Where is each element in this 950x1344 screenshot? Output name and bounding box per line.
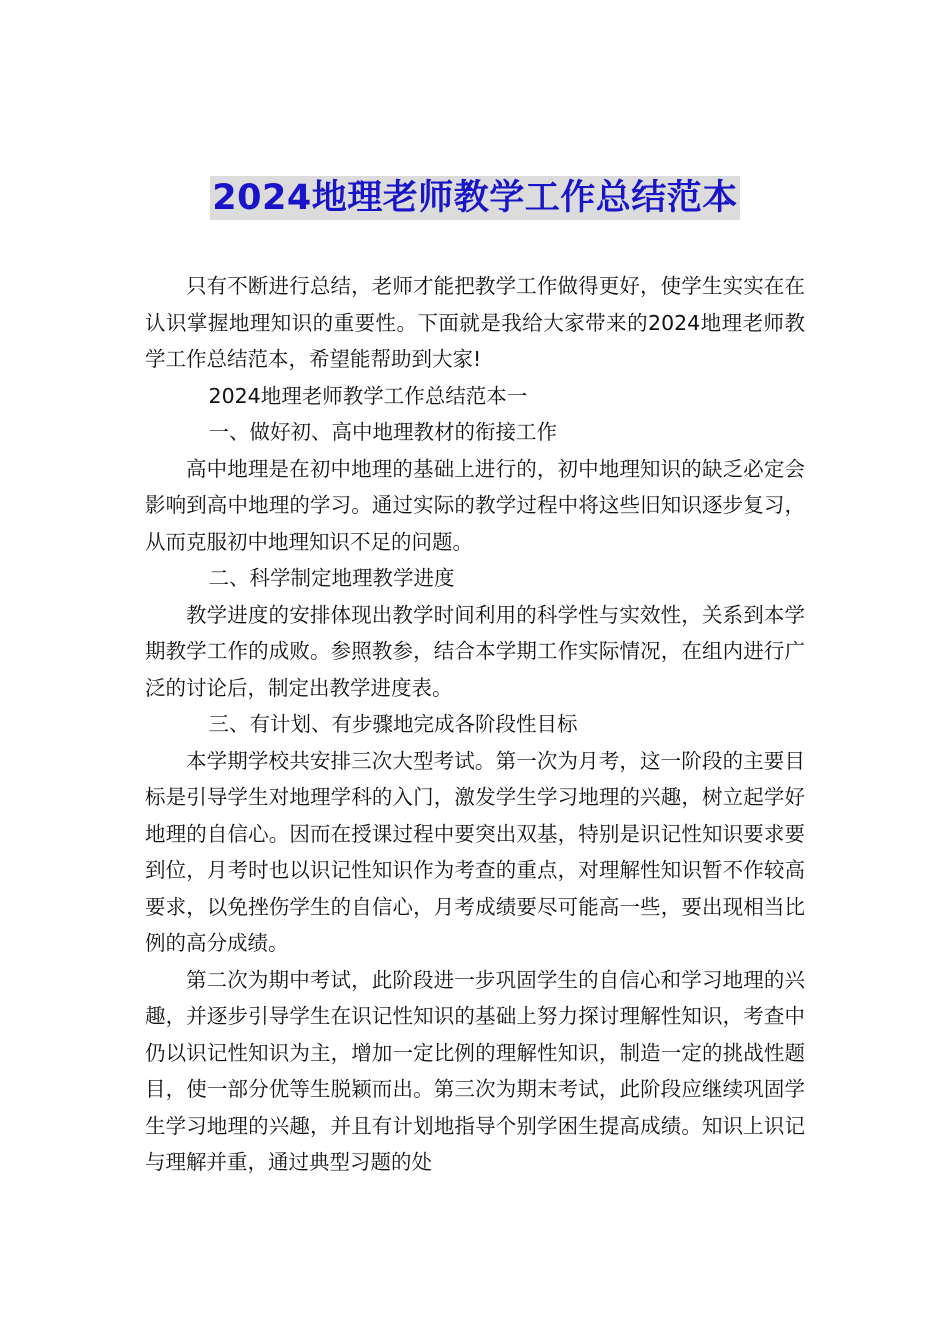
paragraph-3: 本学期学校共安排三次大型考试。第一次为月考，这一阶段的主要目标是引导学生对地理学科的入门，激发学生学习地理的兴趣，树立起学好地理的自信心。因而在授课过程中要突出双基，特别是识记性知识要求要到位，月考时也以识记性知识作为考查的重点，对理解性知识暂不作较高要求，以免挫伤学生的自信心，月考成绩要尽可能高一些，要出现相当比例的高分成绩。 [145,748,805,955]
section-heading-1: 一、做好初、高中地理教材的衔接工作 [208,420,558,444]
paragraph-1: 高中地理是在初中地理的基础上进行的，初中地理知识的缺乏必定会影响到高中地理的学习。通过实际的教学过程中将这些旧知识逐步复习，从而克服初中地理知识不足的问题。 [145,456,805,554]
paragraph-4: 第二次为期中考试，此阶段进一步巩固学生的自信心和学习地理的兴趣，并逐步引导学生在识记性知识的基础上努力探讨理解性知识，考查中仍以识记性知识为主，增加一定比例的理解性知识，制造一定的挑战性题目，使一部分优等生脱颖而出。第三次为期末考试，此阶段应继续巩固学生学习地理的兴趣，并且有计划地指导个别学困生提高成绩。知识上识记与理解并重，通过典型习题的处 [145,967,805,1174]
document-body [145,268,805,1181]
title-container [0,176,950,220]
section-heading-3: 三、有计划、有步骤地完成各阶段性目标 [208,712,578,736]
intro-paragraph: 只有不断进行总结，老师才能把教学工作做得更好，使学生实实在在认识掌握地理知识的重要性。下面就是我给大家带来的2024地理老师教学工作总结范本，希望能帮助到大家! [145,274,805,371]
paragraph-2: 教学进度的安排体现出教学时间利用的科学性与实效性，关系到本学期教学工作的成败。参照教参，结合本学期工作实际情况，在组内进行广泛的讨论后，制定出教学进度表。 [145,602,805,700]
section-heading-2: 二、科学制定地理教学进度 [208,566,455,590]
section-title: 2024地理老师教学工作总结范本一 [208,383,528,408]
document-title: 2024地理老师教学工作总结范本 [212,178,738,218]
